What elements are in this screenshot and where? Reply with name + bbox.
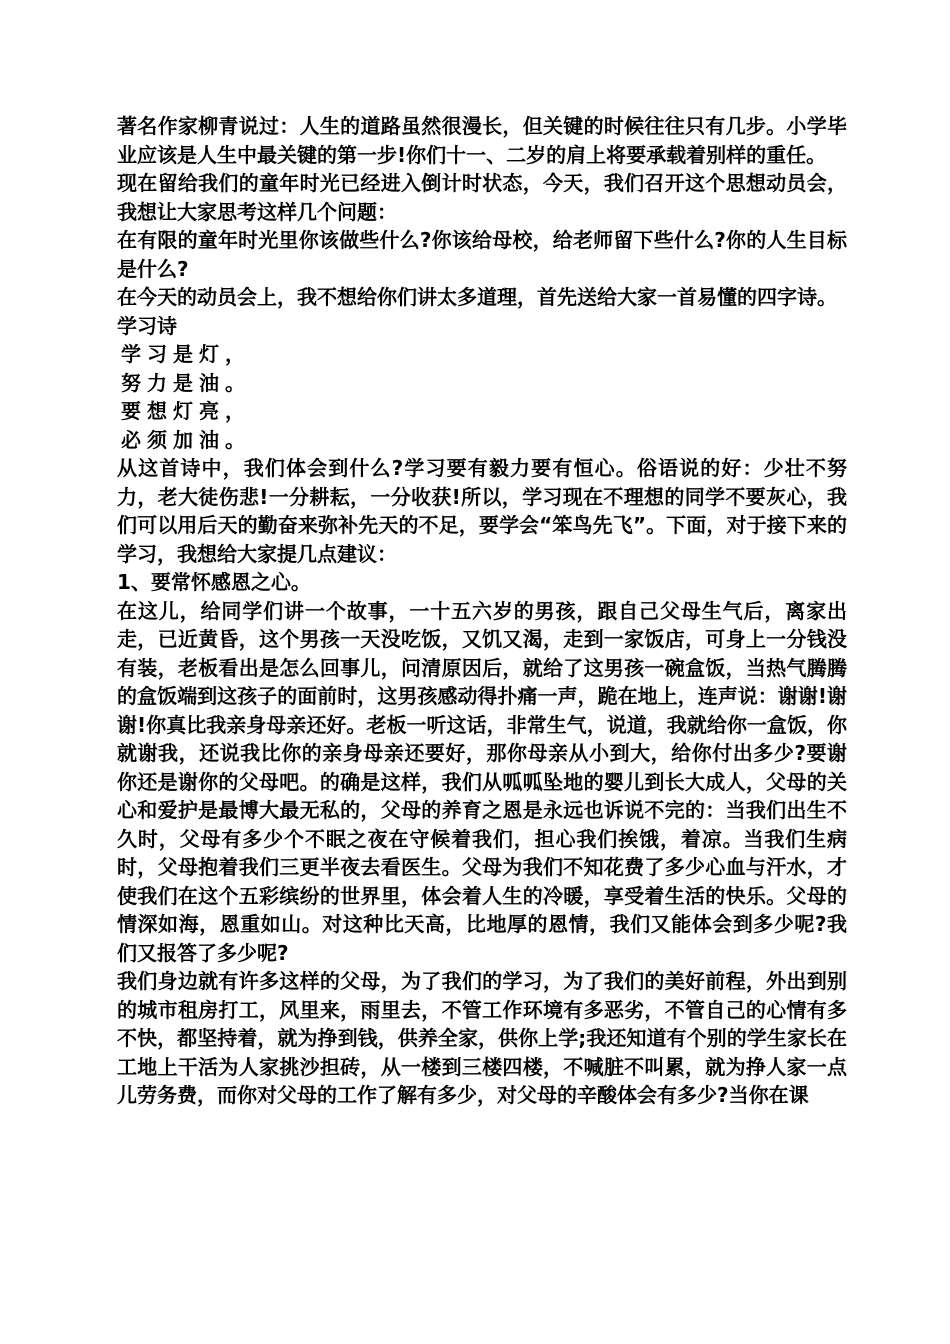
document-body xyxy=(117,112,847,1110)
paragraph-parents: 我们身边就有许多这样的父母，为了我们的学习，为了我们的美好前程，外出到别的城市租房打工，风里来，雨里去，不管工作环境有多恶劣，不管自己的心情有多不快，都坚持着，就为挣到钱，供养全家，供你上学;我还知道有个别的学生家长在工地上干活为人家挑沙担砖，从一楼到三楼四楼，不喊脏不叫累，就为挣人家一点儿劳务费，而你对父母的工作了解有多少，对父母的辛酸体会有多少?当你在课 xyxy=(117,969,847,1107)
poem-line: 必须加油。 xyxy=(121,427,251,452)
paragraph-story: 在这儿，给同学们讲一个故事，一十五六岁的男孩，跟自己父母生气后，离家出走，已近黄昏，这个男孩一天没吃饭，又饥又渴，走到一家饭店，可身上一分钱没有装，老板看出是怎么回事儿，问清原因后，就给了这男孩一碗盒饭，当热气腾腾的盒饭端到这孩子的面前时，这男孩感动得扑痛一声，跪在地上，连声说：谢谢!谢谢!你真比我亲身母亲还好。老板一听这话，非常生气，说道，我就给你一盒饭，你就谢我，还说我比你的亲身母亲还要好，那你母亲从小到大，给你付出多少?要谢你还是谢你的父母吧。的确是这样，我们从呱呱坠地的婴儿到长大成人，父母的关心和爱护是最博大最无私的，父母的养育之恩是永远也诉说不完的：当我们出生不久时，父母有多少个不眠之夜在守候着我们，担心我们挨饿，着凉。当我们生病时，父母抱着我们三更半夜去看医生。父母为我们不知花费了多少心血与汗水，才使我们在这个五彩缤纷的世界里，体会着人生的冷暖，享受着生活的快乐。父母的情深如海，恩重如山。对这种比天高，比地厚的恩情，我们又能体会到多少呢?我们又报答了多少呢? xyxy=(117,598,847,965)
paragraph-questions: 在有限的童年时光里你该做些什么?你该给母校，给老师留下些什么?你的人生目标是什么? xyxy=(117,228,847,281)
heading-gratitude: 1、要常怀感恩之心。 xyxy=(117,570,311,594)
paragraph-poem-meaning: 从这首诗中，我们体会到什么?学习要有毅力要有恒心。俗语说的好：少壮不努力，老大徒伤悲!一分耕耘，一分收获!所以，学习现在不理想的同学不要灰心，我们可以用后天的勤奋来弥补先天的不足，要学会“笨鸟先飞”。下面，对于接下来的学习，我想给大家提几点建议： xyxy=(117,456,847,566)
poem-line: 学习是灯， xyxy=(121,342,251,366)
poem-line: 努力是油。 xyxy=(121,370,251,395)
paragraph-poem-intro: 在今天的动员会上，我不想给你们讲太多道理，首先送给大家一首易懂的四字诗。 xyxy=(117,285,837,309)
paragraph-countdown: 现在留给我们的童年时光已经进入倒计时状态，今天，我们召开这个思想动员会，我想让大家思考这样几个问题： xyxy=(117,171,847,224)
poem-title: 学习诗 xyxy=(117,313,177,338)
poem-line: 要想灯亮， xyxy=(121,399,251,423)
paragraph-intro: 著名作家柳青说过：人生的道路虽然很漫长，但关键的时候往往只有几步。小学毕业应该是人生中最关键的第一步!你们十一、二岁的肩上将要承载着别样的重任。 xyxy=(117,114,847,167)
